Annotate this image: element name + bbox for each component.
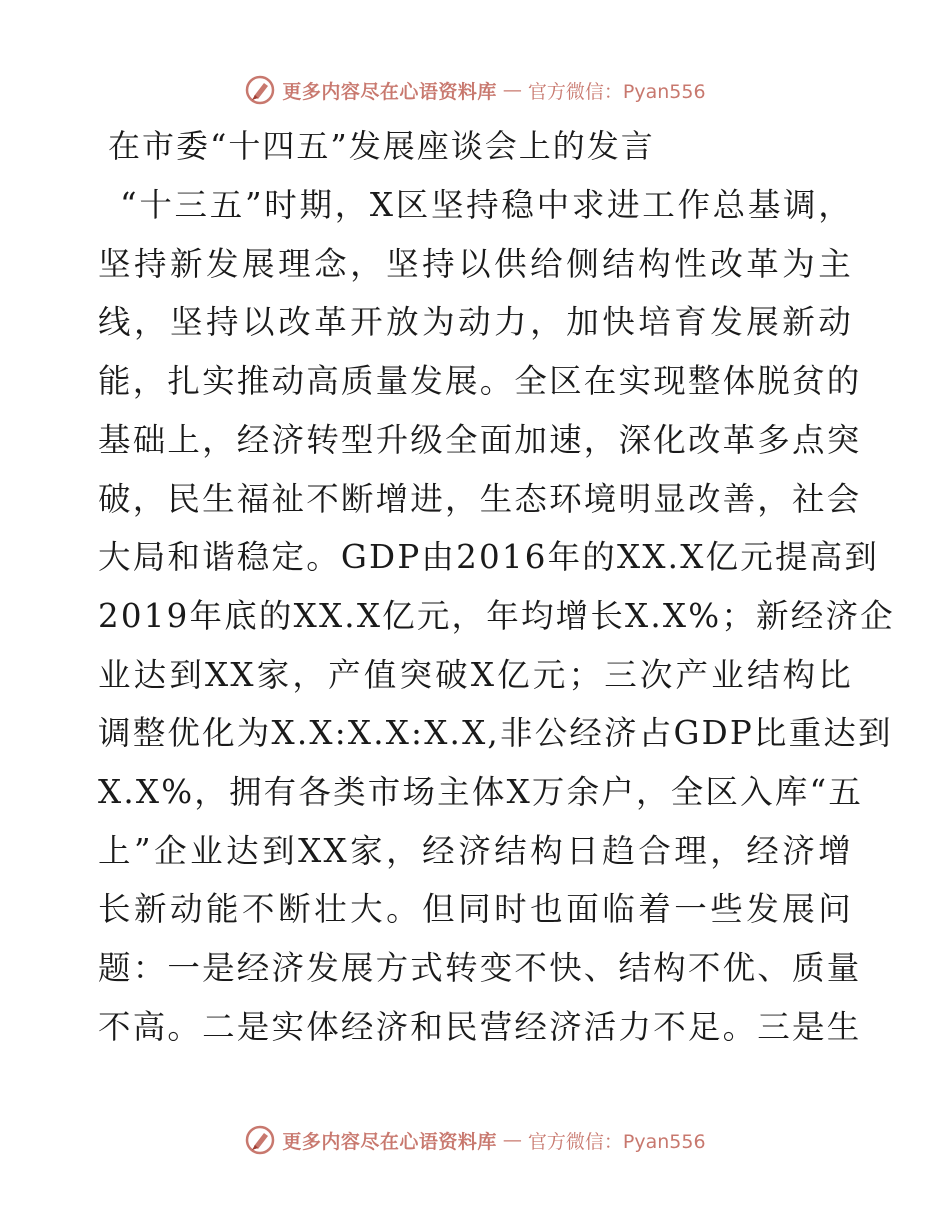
body-line: 基础上，经济转型升级全面加速，深化改革多点突	[98, 420, 862, 459]
watermark-dash: —	[502, 1129, 522, 1151]
watermark-text: 更多内容尽在心语资料库	[282, 80, 497, 103]
body-line: X.X%，拥有各类市场主体X万余户，全区入库“五	[98, 773, 864, 812]
body-line: 破，民生福祉不断增进，生态环境明显改善，社会	[98, 479, 862, 518]
footer-watermark	[0, 1120, 950, 1160]
watermark-wechat: 官方微信：Pyan556	[527, 80, 706, 103]
pen-nib-logo-icon	[244, 1124, 276, 1156]
watermark-dash: —	[502, 79, 522, 101]
body-line: 线，坚持以改革开放为动力，加快培育发展新动	[98, 303, 853, 342]
body-line: 不高。二是实体经济和民营经济活力不足。三是生	[98, 1007, 862, 1046]
body-line: 2019年底的XX.X亿元，年均增长X.X%；新经济企	[98, 596, 895, 635]
watermark-wechat: 官方微信：Pyan556	[527, 1130, 706, 1153]
pen-nib-logo-icon	[244, 74, 276, 106]
body-line: 业达到XX家，产值突破X亿元；三次产业结构比	[98, 655, 853, 694]
body-line: 能，扎实推动高质量发展。全区在实现整体脱贫的	[98, 362, 862, 401]
body-line: 调整优化为X.X:X.X:X.X,非公经济占GDP比重达到	[98, 714, 893, 753]
document-body	[98, 176, 895, 1057]
body-line: 长新动能不断壮大。但同时也面临着一些发展问	[98, 890, 853, 929]
document-title: 在市委“十四五”发展座谈会上的发言	[108, 127, 655, 165]
body-line: “十三五”时期，X区坚持稳中求进工作总基调，	[120, 186, 853, 224]
body-line: 坚持新发展理念，坚持以供给侧结构性改革为主	[98, 244, 853, 283]
body-line: 大局和谐稳定。GDP由2016年的XX.X亿元提高到	[98, 538, 880, 577]
body-line: 上”企业达到XX家，经济结构日趋合理，经济增	[98, 831, 853, 870]
watermark-text: 更多内容尽在心语资料库	[282, 1130, 497, 1153]
header-watermark	[0, 70, 950, 110]
body-line: 题：一是经济发展方式转变不快、结构不优、质量	[98, 949, 862, 988]
